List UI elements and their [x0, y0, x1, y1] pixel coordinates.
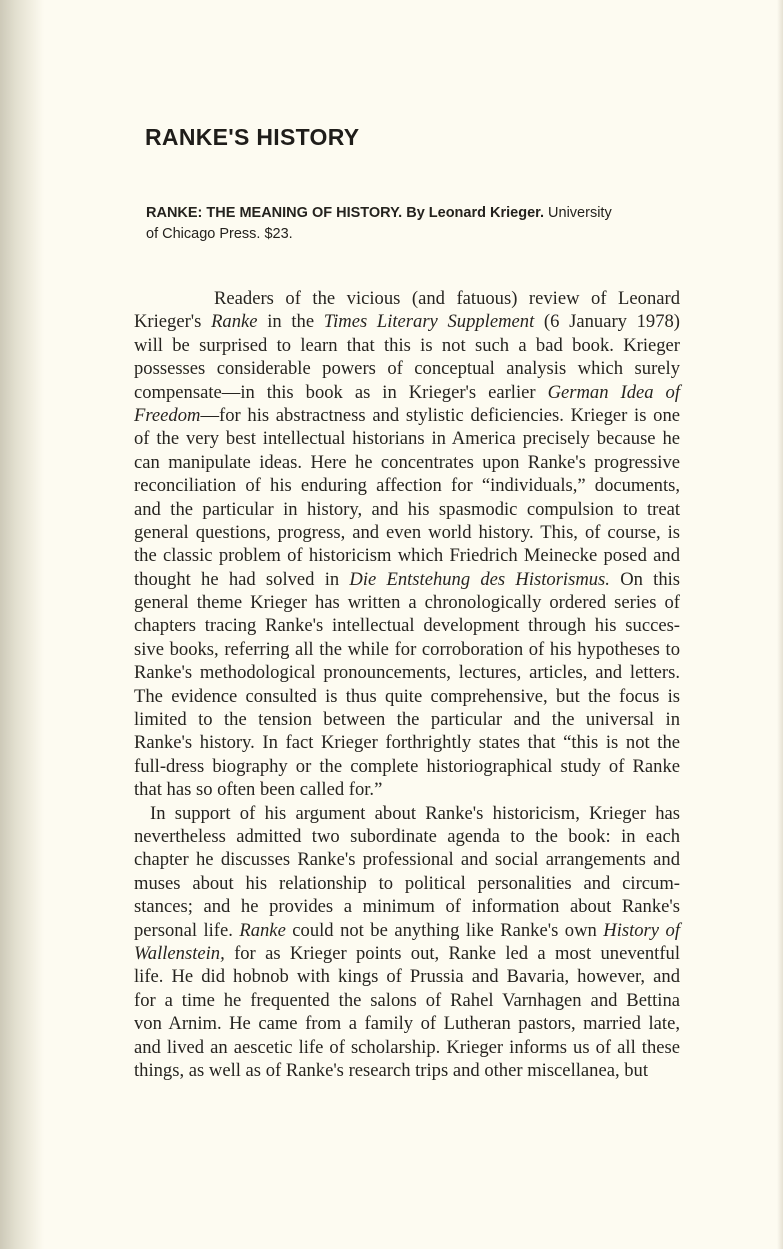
publisher: University	[548, 205, 612, 221]
text-run: can manipulate ideas. Here he concentrates upon Ranke's progressive	[134, 451, 680, 473]
text-run: personal life.	[134, 919, 240, 941]
text-run: muses about his relationship to political personalities and circum-	[134, 872, 680, 894]
text-run: could not be anything like Ranke's own	[285, 919, 604, 941]
text-run: compensate—in this book as in Krieger's earlier	[134, 381, 548, 403]
text-line	[134, 755, 680, 778]
text-line	[134, 1036, 680, 1059]
review-body	[134, 287, 680, 1082]
text-run: will be surprised to learn that this is not such a bad book. Krieger	[134, 334, 680, 356]
italic-title: Freedom	[134, 404, 201, 426]
page-edge	[777, 0, 783, 1249]
text-run: (6 January 1978)	[534, 311, 681, 333]
text-run: Ranke's methodological pronouncements, lectures, articles, and letters.	[134, 662, 680, 684]
text-run: Readers of the vicious (and fatuous) review of Leonard	[214, 288, 680, 309]
text-run: —for his abstractness and stylistic deficiencies. Krieger is one	[200, 404, 680, 426]
text-line	[134, 989, 680, 1012]
italic-title: History of	[603, 919, 680, 941]
text-run: Ranke's history. In fact Krieger forthrightly states that “this is not the	[134, 732, 680, 754]
text-run: On this	[609, 568, 681, 590]
text-line	[134, 381, 680, 404]
text-run: general theme Krieger has written a chronologically ordered series of	[134, 592, 680, 614]
text-run: thought he had solved in	[134, 568, 350, 590]
text-line	[134, 498, 680, 521]
text-line	[134, 848, 680, 871]
text-run: life. He did hobnob with kings of Prussia and Bavaria, however, and	[134, 966, 680, 988]
text-line	[134, 942, 680, 965]
text-line	[134, 404, 680, 427]
text-run: full-dress biography or the complete historiographical study of Ranke	[134, 755, 680, 777]
italic-title: Die Entstehung des Historismus.	[349, 568, 610, 590]
text-run: possesses considerable powers of conceptual analysis which surely	[134, 358, 680, 380]
article-title: RANKE'S HISTORY	[145, 124, 360, 150]
book-title: RANKE: THE MEANING OF HISTORY.	[146, 205, 403, 221]
text-line	[134, 427, 680, 450]
text-line	[134, 1012, 680, 1035]
text-run: and the particular in history, and his spasmodic compulsion to treat	[134, 498, 680, 520]
publisher-price: of Chicago Press. $23.	[146, 226, 293, 242]
text-run: that has so often been called for.”	[134, 779, 383, 801]
paragraph	[134, 802, 680, 1083]
text-line	[134, 1059, 680, 1082]
text-run: reconciliation of his enduring affection for “individuals,” documents,	[134, 475, 680, 497]
text-run: Krieger's	[134, 311, 212, 333]
text-line	[134, 638, 680, 661]
text-line	[134, 451, 680, 474]
text-run: limited to the tension between the particular and the universal in	[134, 709, 680, 731]
text-line	[134, 825, 680, 848]
text-line	[134, 310, 680, 333]
text-line	[134, 357, 680, 380]
text-run: The evidence consulted is thus quite comprehensive, but the focus is	[134, 685, 680, 707]
text-line	[134, 544, 680, 567]
italic-title: Ranke	[211, 311, 258, 333]
text-run: in the	[257, 311, 324, 333]
text-line	[134, 661, 680, 684]
text-run: of the very best intellectual historians in America precisely because he	[134, 428, 680, 450]
text-run: chapter he discusses Ranke's professional and social arrangements and	[134, 849, 680, 871]
text-run: nevertheless admitted two subordinate agenda to the book: in each	[134, 825, 680, 847]
text-line	[134, 965, 680, 988]
italic-title: Ranke	[239, 919, 286, 941]
text-line	[134, 568, 680, 591]
text-run: In support of his argument about Ranke's historicism, Krieger has	[150, 802, 680, 824]
italic-title: Wallenstein,	[134, 942, 225, 964]
text-line	[134, 919, 680, 942]
text-run: things, as well as of Ranke's research trips and other miscellanea, but	[134, 1059, 649, 1081]
text-line	[134, 474, 680, 497]
text-line	[134, 708, 680, 731]
text-line	[134, 287, 680, 310]
text-run: general questions, progress, and even world history. This, of course, is	[134, 521, 680, 543]
text-line	[134, 685, 680, 708]
text-run: for a time he frequented the salons of Rahel Varnhagen and Bettina	[134, 989, 680, 1011]
text-line	[134, 614, 680, 637]
italic-title: Times Literary Supplement	[323, 311, 535, 333]
text-line	[134, 895, 680, 918]
text-line	[134, 334, 680, 357]
paragraph	[134, 287, 680, 802]
text-line	[134, 778, 680, 801]
text-line	[134, 591, 680, 614]
italic-title: German Idea of	[547, 381, 680, 403]
text-run: for as Krieger points out, Ranke led a most uneventful	[224, 942, 680, 964]
text-line	[134, 872, 680, 895]
book-citation	[146, 203, 686, 245]
text-run: and lived an aescetic life of scholarship. Krieger informs us of all these	[134, 1036, 680, 1058]
text-line	[134, 731, 680, 754]
text-run: sive books, referring all the while for corroboration of his hypotheses to	[134, 638, 680, 660]
text-run: the classic problem of historicism which Friedrich Meinecke posed and	[134, 545, 680, 567]
book-author: By Leonard Krieger.	[406, 205, 545, 221]
text-run: stances; and he provides a minimum of information about Ranke's	[134, 896, 680, 918]
text-line	[134, 521, 680, 544]
text-run: von Arnim. He came from a family of Lutheran pastors, married late,	[134, 1013, 680, 1035]
text-line	[134, 802, 680, 825]
page-gutter-shadow	[0, 0, 44, 1249]
text-run: chapters tracing Ranke's intellectual development through his succes-	[134, 615, 680, 637]
